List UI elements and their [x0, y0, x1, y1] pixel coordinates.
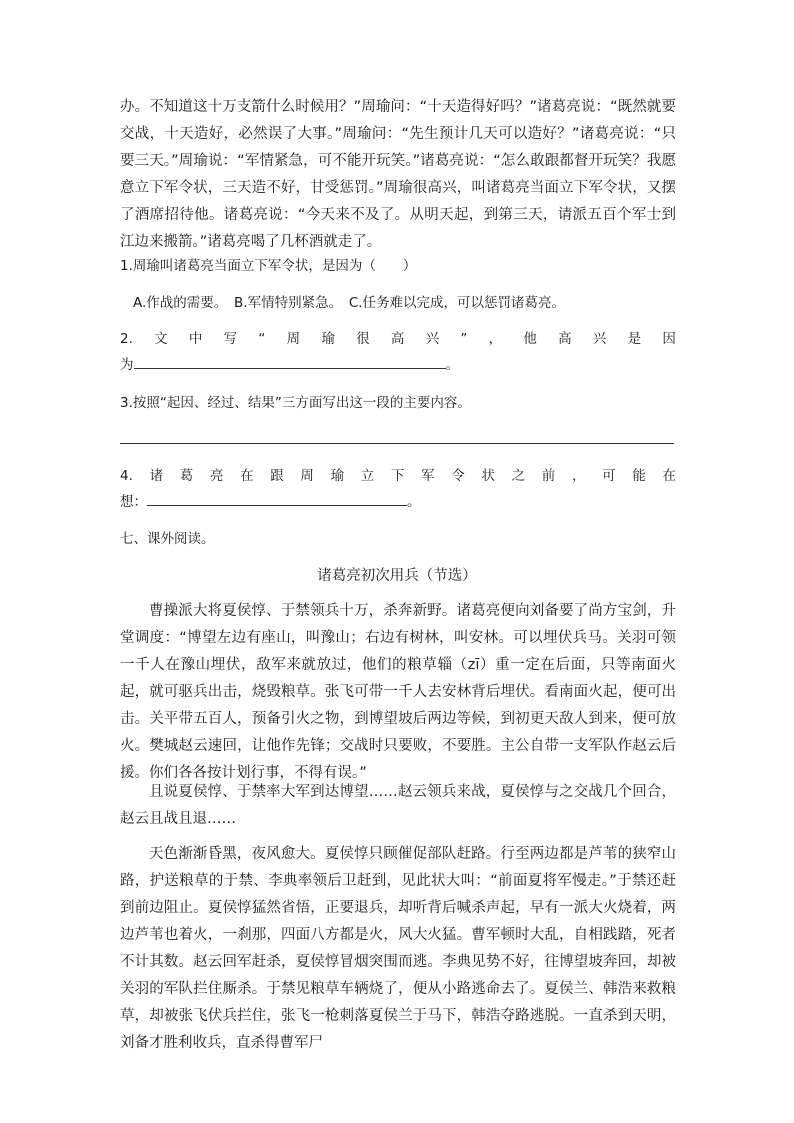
top-passage: 办。不知道这十万支箭什么时候用？”周瑜问：“十天造得好吗？”诸葛亮说：“既然就要交战，十天造好，必然误了大事。”周瑜问：“先生预计几天可以造好？”诸葛亮说：“只要三天。”周瑜说：“军情紧急，可不能开玩笑。”诸葛亮说：“怎么敢跟都督开玩笑？我愿意立下军令状，三天造不好，甘受惩罚。”周瑜很高兴，叫诸葛亮当面立下军令状，又摆了酒席招待他。诸葛亮说：“今天来不及了。从明天起，到第三天，请派五百个军士到江边来搬箭。”诸葛亮喝了几杯酒就走了。 [120, 99, 676, 250]
q4-char: 诸 [149, 468, 164, 484]
question-3 [120, 393, 676, 413]
question-4-line-1 [120, 466, 676, 486]
q2-char: 瑜 [321, 331, 335, 347]
question-4-suffix: 。 [407, 494, 421, 510]
question-4-prefix: 想： [120, 494, 147, 510]
reading-paragraph-1: 曹操派大将夏侯惇、于禁领兵十万，杀奔新野。诸葛亮便向刘备要了尚方宝剑，升堂调度：“博望左边有座山，叫豫山；右边有树林，叫安林。可以埋伏兵马。关羽可领一千人在豫山埋伏，敌军来就放过，他们的粮草辎（zī）重一定在后面，只等南面火起，就可驱兵出击，烧毁粮草。张飞可带一千人去安林背后埋伏。看南面火起，便可出击。关平带五百人，预备引火之物，到博望坡后两边等候，到初更天敌人到来，便可放火。樊城赵云速回，让他作先锋；交战时只要败，不要胜。主公自带一支军队作赵云后援。你们各各按计划行事，不得有误。” [120, 603, 676, 781]
q2-char: 兴 [592, 331, 607, 347]
reading-paragraph-1-block [120, 598, 676, 787]
q4-char: 亮 [209, 468, 224, 484]
q2-char: 因 [662, 331, 676, 347]
question-4-answer-blank[interactable] [147, 491, 407, 506]
question-2-line-2 [120, 354, 676, 375]
question-3-answer-line[interactable] [120, 443, 674, 444]
q2-char: 2. [120, 331, 133, 347]
section-7-title: 七、课外阅读。 [120, 531, 215, 547]
q4-char: 跟 [270, 468, 284, 484]
question-2-answer-blank[interactable] [134, 354, 446, 369]
q4-char: 在 [240, 468, 254, 484]
q4-char: 状 [481, 468, 495, 484]
q2-char: 是 [627, 331, 642, 347]
q2-char: 高 [390, 331, 405, 347]
q2-char: 写 [223, 331, 238, 347]
reading-paragraph-2-block [120, 779, 676, 833]
reading-paragraph-2: 且说夏侯惇、于禁率大军到达博望……赵云领兵来战，夏侯惇与之交战几个回合，赵云且战且退…… [120, 784, 676, 827]
q4-char: 葛 [179, 468, 194, 484]
q2-char: ， [488, 331, 503, 347]
top-passage-block [120, 94, 676, 256]
section-7-heading [120, 529, 676, 549]
question-2-suffix: 。 [445, 357, 459, 373]
reading-title: 诸葛亮初次用兵（节选） [317, 568, 477, 584]
q4-char: 立 [360, 468, 375, 484]
q2-char: “ [258, 331, 266, 347]
q4-char: 可 [602, 468, 616, 484]
question-1-stem: 1.周瑜叫诸葛亮当面立下军令状，是因为（ ） [120, 258, 417, 274]
reading-paragraph-3: 天色渐渐昏黑，夜风愈大。夏侯惇只顾催促部队赶路。行至两边都是芦苇的狭窄山路，护送粮草的于禁、李典率领后卫赶到，见此状大叫：“前面夏将军慢走。”于禁还赶到前边阻止。夏侯惇猛然省悟，正要退兵，却听背后喊杀声起，早有一派大火烧着，两边芦苇也着火，一刹那，四面八方都是火，风大火猛。曹军顿时大乱，自相践踏，死者不计其数。赵云回军赶杀，夏侯惇冒烟突围而逃。李典见势不好，往博望坡奔回，却被关羽的军队拦住厮杀。于禁见粮草车辆烧了，便从小路逃命去了。夏侯兰、韩浩来救粮草，却被张飞伏兵拦住，张飞一枪刺落夏侯兰于马下，韩浩夺路逃脱。一直杀到天明，刘备才胜利收兵，直杀得曹军尸 [120, 846, 676, 1051]
question-1-options-block [133, 293, 676, 313]
q2-char: 中 [188, 331, 203, 347]
q2-char: 周 [286, 331, 301, 347]
q4-char: 令 [451, 468, 465, 484]
question-3-stem: 3.按照“起因、经过、结果”三方面写出这一段的主要内容。 [120, 395, 471, 411]
q4-char: 4. [120, 468, 133, 484]
q4-char: 下 [390, 468, 405, 484]
q4-char: 瑜 [330, 468, 345, 484]
q4-char: 周 [300, 468, 314, 484]
q4-char: 前 [541, 468, 556, 484]
question-2 [120, 329, 676, 349]
question-1-options: A.作战的需要。 B.军情特别紧急。 C.任务难以完成，可以惩罚诸葛亮。 [133, 295, 566, 311]
q4-char: 军 [421, 468, 435, 484]
question-2-line-1 [120, 329, 676, 349]
q2-char: 很 [356, 331, 370, 347]
question-4 [120, 466, 676, 486]
reading-paragraph-3-block [120, 841, 676, 1057]
q2-char: 高 [558, 331, 572, 347]
question-2-prefix: 为 [120, 357, 134, 373]
q2-char: 文 [154, 331, 168, 347]
q4-char: 之 [511, 468, 526, 484]
q2-char: 兴 [425, 331, 440, 347]
q4-char: ， [571, 468, 586, 484]
q4-char: 能 [632, 468, 646, 484]
q2-char: ” [460, 331, 468, 347]
question-4-line-2 [120, 491, 676, 512]
q2-char: 他 [523, 331, 537, 347]
question-1 [120, 256, 676, 276]
q4-char: 在 [662, 468, 676, 484]
